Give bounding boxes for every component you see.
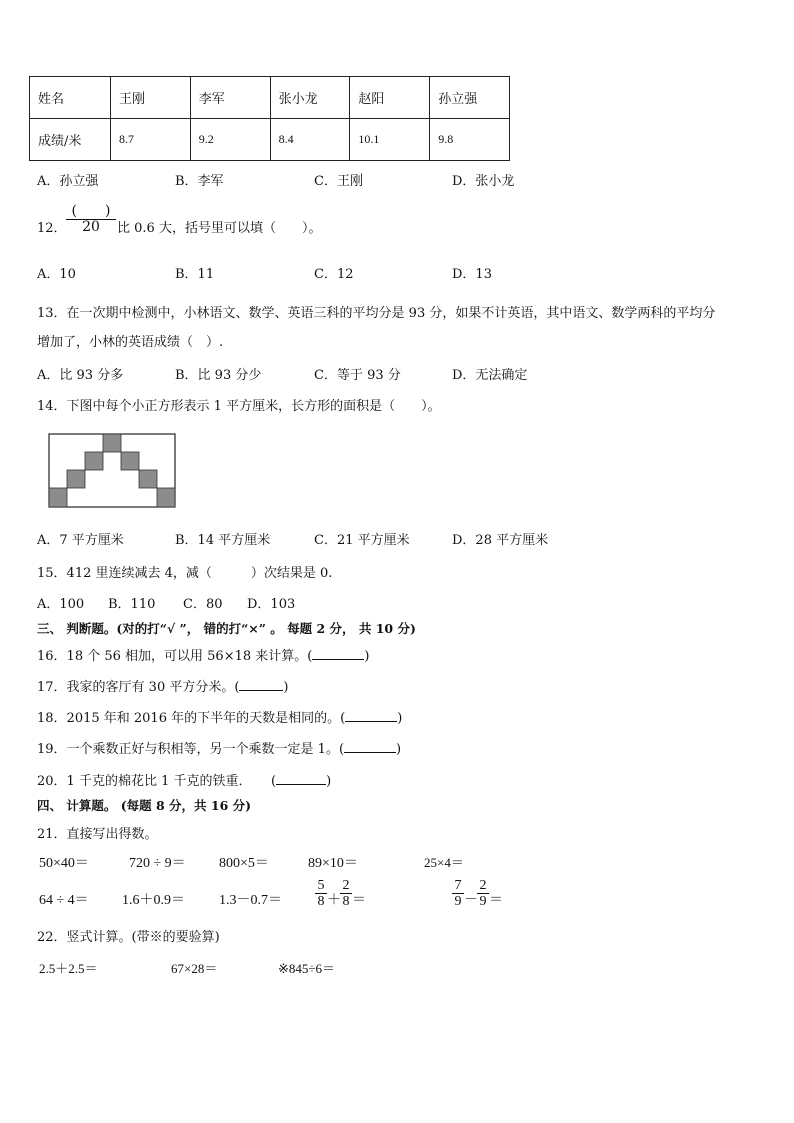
judge-item — [37, 676, 289, 695]
calc-item: 50×40＝ — [39, 856, 89, 871]
answer-blank[interactable] — [276, 772, 326, 785]
unit-square — [103, 434, 121, 452]
judge-item — [37, 645, 369, 664]
fraction-denominator: 8 — [340, 893, 352, 909]
judge-text: 18．2015 年和 2016 年的下半年的天数是相同的。( — [37, 711, 346, 726]
q15-option-c[interactable]: C．80 — [183, 597, 223, 612]
table-row — [30, 119, 510, 161]
section-4-heading: 四、 计算题。 (每题 8 分，共 16 分) — [37, 798, 252, 813]
q13-option-a[interactable]: A．比 93 分多 — [37, 368, 124, 383]
q15-text: 15．412 里连续减去 4，减（ ）次结果是 0. — [37, 566, 333, 581]
calc-item: 25×4＝ — [424, 855, 464, 870]
operator-minus: － — [464, 893, 478, 908]
table-cell: 9.2 — [190, 119, 270, 161]
section-3-heading: 三、 判断题。(对的打“√ ”， 错的打“×” 。 每题 2 分， 共 10 分) — [37, 621, 416, 636]
table-cell: 8.4 — [270, 119, 350, 161]
calc-item: 64 ÷ 4＝ — [39, 893, 89, 908]
q13-option-d[interactable]: D．无法确定 — [452, 368, 528, 383]
judge-close: ) — [283, 680, 289, 695]
fraction-denominator: 9 — [477, 893, 489, 909]
fraction-2-8 — [340, 878, 352, 909]
judge-item — [37, 770, 331, 789]
q15-option-b[interactable]: B．110 — [108, 597, 156, 612]
q14-text: 14．下图中每个小正方形表示 1 平方厘米，长方形的面积是（ ）。 — [37, 399, 441, 414]
q15-option-d[interactable]: D．103 — [247, 597, 296, 612]
unit-square — [121, 452, 139, 470]
staircase-squares-figure — [48, 433, 176, 508]
judge-item — [37, 707, 402, 726]
q11-option-a[interactable]: A．孙立强 — [37, 174, 99, 189]
table-cell: 9.8 — [430, 119, 510, 161]
q11-option-b[interactable]: B．李军 — [175, 174, 224, 189]
vertical-calc-item: 2.5＋2.5＝ — [39, 961, 98, 976]
table-cell: 10.1 — [350, 119, 430, 161]
judge-text: 17．我家的客厅有 30 平方分米。( — [37, 680, 240, 695]
table-cell: 孙立强 — [430, 77, 510, 119]
calc-item: 800×5＝ — [219, 856, 269, 871]
q12-fraction-numerator: ( ) — [71, 203, 111, 219]
unit-square — [139, 470, 157, 488]
q13-option-c[interactable]: C．等于 93 分 — [314, 368, 401, 383]
judge-close: ) — [397, 711, 403, 726]
answer-blank[interactable] — [345, 709, 397, 722]
calc-item: 720 ÷ 9＝ — [129, 856, 186, 871]
q12-option-c[interactable]: C．12 — [314, 267, 354, 282]
answer-blank[interactable] — [239, 678, 283, 691]
equals-sign: ＝ — [489, 893, 503, 908]
q12-option-b[interactable]: B．11 — [175, 267, 215, 282]
unit-square — [67, 470, 85, 488]
equals-sign: ＝ — [352, 893, 366, 908]
answer-blank[interactable] — [312, 647, 364, 660]
fraction-7-9 — [452, 878, 464, 909]
q13-line1: 13．在一次期中检测中，小林语文、数学、英语三科的平均分是 93 分，如果不计英语，其中语文、数学两科的平均分 — [37, 306, 716, 321]
judge-text: 19．一个乘数正好与积相等，另一个乘数一定是 1。( — [37, 742, 345, 757]
fraction-numerator: 5 — [317, 878, 325, 893]
judge-close: ) — [396, 742, 402, 757]
q13-option-b[interactable]: B．比 93 分少 — [175, 368, 262, 383]
operator-plus: ＋ — [327, 893, 341, 908]
q11-option-c[interactable]: C．王刚 — [314, 174, 363, 189]
q14-option-b[interactable]: B．14 平方厘米 — [175, 533, 271, 548]
table-cell: 赵阳 — [350, 77, 430, 119]
fraction-numerator: 2 — [342, 878, 350, 893]
unit-square — [85, 452, 103, 470]
unit-square — [49, 488, 67, 507]
table-row — [30, 77, 510, 119]
q12-number: 12． — [37, 221, 67, 236]
judge-close: ) — [326, 774, 332, 789]
judge-item — [37, 738, 401, 757]
table-cell: 李军 — [190, 77, 270, 119]
score-table — [29, 76, 510, 161]
calc-item: 89×10＝ — [308, 856, 358, 871]
unit-square — [157, 488, 175, 507]
fraction-numerator: 7 — [454, 878, 462, 893]
fraction-numerator: 2 — [479, 878, 487, 893]
table-cell: 姓名 — [30, 77, 111, 119]
q12-option-d[interactable]: D．13 — [452, 267, 492, 282]
fraction-denominator: 8 — [315, 893, 327, 909]
vertical-calc-item: 67×28＝ — [171, 961, 218, 976]
q14-option-c[interactable]: C．21 平方厘米 — [314, 533, 410, 548]
q13-line2: 增加了，小林的英语成绩（ ）. — [37, 335, 224, 350]
judge-close: ) — [364, 649, 370, 664]
fraction-2-9 — [477, 878, 489, 909]
fraction-denominator: 9 — [452, 893, 464, 909]
q22-text: 22．竖式计算。(带※的要验算) — [37, 930, 220, 945]
calc-item: 1.6＋0.9＝ — [122, 893, 185, 908]
q12-fraction — [66, 204, 116, 235]
table-cell: 王刚 — [111, 77, 191, 119]
q12-text: 比 0.6 大，括号里可以填（ ）。 — [117, 221, 322, 236]
vertical-calc-item: ※845÷6＝ — [278, 961, 336, 976]
q11-option-d[interactable]: D．张小龙 — [452, 174, 515, 189]
q15-option-a[interactable]: A．100 — [37, 597, 85, 612]
table-cell: 8.7 — [111, 119, 191, 161]
answer-blank[interactable] — [344, 740, 396, 753]
judge-text: 20．1 千克的棉花比 1 千克的铁重． ( — [37, 774, 277, 789]
q12-fraction-denominator: 20 — [66, 219, 116, 235]
q14-option-a[interactable]: A．7 平方厘米 — [37, 533, 124, 548]
q21-text: 21．直接写出得数。 — [37, 827, 158, 842]
q14-option-d[interactable]: D．28 平方厘米 — [452, 533, 549, 548]
table-cell: 张小龙 — [270, 77, 350, 119]
table-cell: 成绩/米 — [30, 119, 111, 161]
fraction-5-8 — [315, 878, 327, 909]
calc-item: 1.3－0.7＝ — [219, 893, 282, 908]
judge-text: 16．18 个 56 相加，可以用 56×18 来计算。( — [37, 649, 313, 664]
q12-option-a[interactable]: A．10 — [37, 267, 76, 282]
